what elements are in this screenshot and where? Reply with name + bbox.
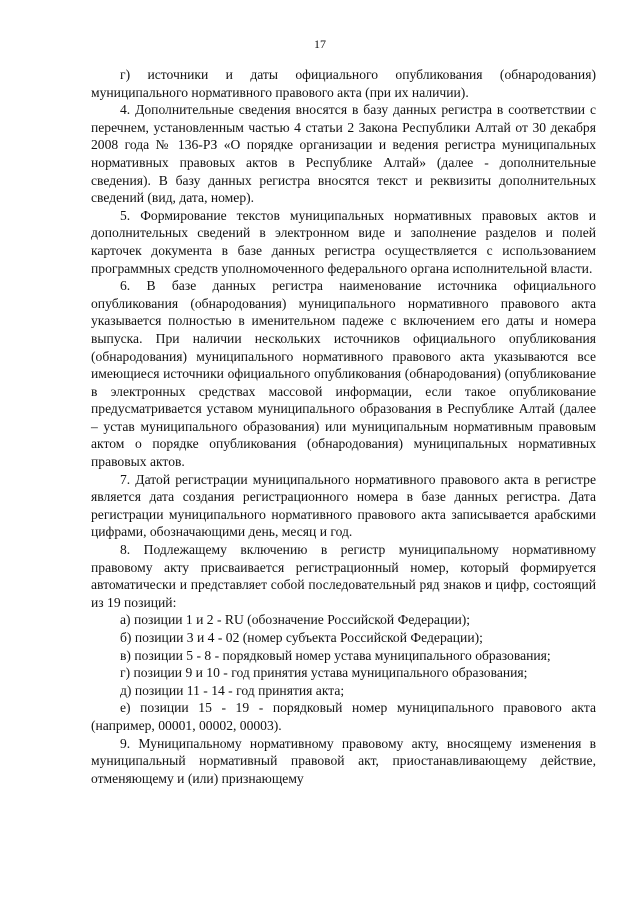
paragraph: 7. Датой регистрации муниципального нормативного правового акта в регистре является дата создания регистрационного номера в базе данных регистра. Дата регистрации муниципального нормативного правового акта записывается арабскими цифрами, обозначающими день, месяц и год.: [91, 471, 596, 540]
paragraph: 8. Подлежащему включению в регистр муниципальному нормативному правовому акту присваивается регистрационный номер, который формируется автоматически и представляет собой последовательный ряд знаков и цифр, состоящий из 19 позиций:: [91, 542, 596, 610]
paragraph: б) позиции 3 и 4 - 02 (номер субъекта Российской Федерации);: [120, 630, 483, 645]
paragraph: е) позиции 15 - 19 - порядковый номер муниципального правового акта (например, 00001, 00002, 00003).: [91, 700, 596, 733]
paragraph: д) позиции 11 - 14 - год принятия акта;: [120, 682, 345, 698]
paragraph: в) позиции 5 - 8 - порядковый номер устава муниципального образования;: [120, 647, 551, 663]
paragraph: 4. Дополнительные сведения вносятся в базу данных регистра в соответствии с перечнем, установленным частью 4 статьи 2 Закона Республики Алтай от 30 декабря 2008 года № 136-РЗ «О порядке организации и ведения регистра муниципальных нормативных правовых актов в Республике Алтай» (далее - дополнительные сведения). В базу данных регистра вносятся текст и реквизиты дополнительных сведений (вид, дата, номер).: [91, 102, 596, 206]
document-body: [91, 66, 596, 787]
paragraph: г) позиции 9 и 10 - год принятия устава муниципального образования;: [120, 665, 528, 681]
paragraph: 5. Формирование текстов муниципальных нормативных правовых актов и дополнительных сведений в электронном виде и заполнение разделов и полей карточек документа в базе данных регистра осуществляется с использованием программных средств уполномоченного федерального органа исполнительной власти.: [91, 207, 596, 276]
page-number: 17: [314, 37, 326, 51]
paragraph: 6. В базе данных регистра наименование источника официального опубликования (обнародования) муниципального нормативного правового акта указывается полностью в именительном падеже с включением его даты и номера выпуска. При наличии нескольких источников официального опубликования (обнародования) муниципального нормативного правового акта указываются все имеющиеся источники официального опубликования (обнародования) (опубликование в электронных средствах массовой информации, если такое опубликование предусматривается уставом муниципального образования в Республике Алтай (далее – устав муниципального образования) или муниципальным нормативным правовым актом о порядке опубликования (обнародования) муниципальных нормативных правовых актов.: [91, 278, 596, 470]
paragraph: а) позиции 1 и 2 - RU (обозначение Российской Федерации);: [120, 612, 471, 628]
paragraph: 9. Муниципальному нормативному правовому акту, вносящему изменения в муниципальный нормативный правовой акт, приостанавливающему действие, отменяющему и (или) признающему: [91, 735, 596, 786]
paragraph: г) источники и даты официального опубликования (обнародования) муниципального нормативного правового акта (при их наличии).: [91, 67, 596, 100]
